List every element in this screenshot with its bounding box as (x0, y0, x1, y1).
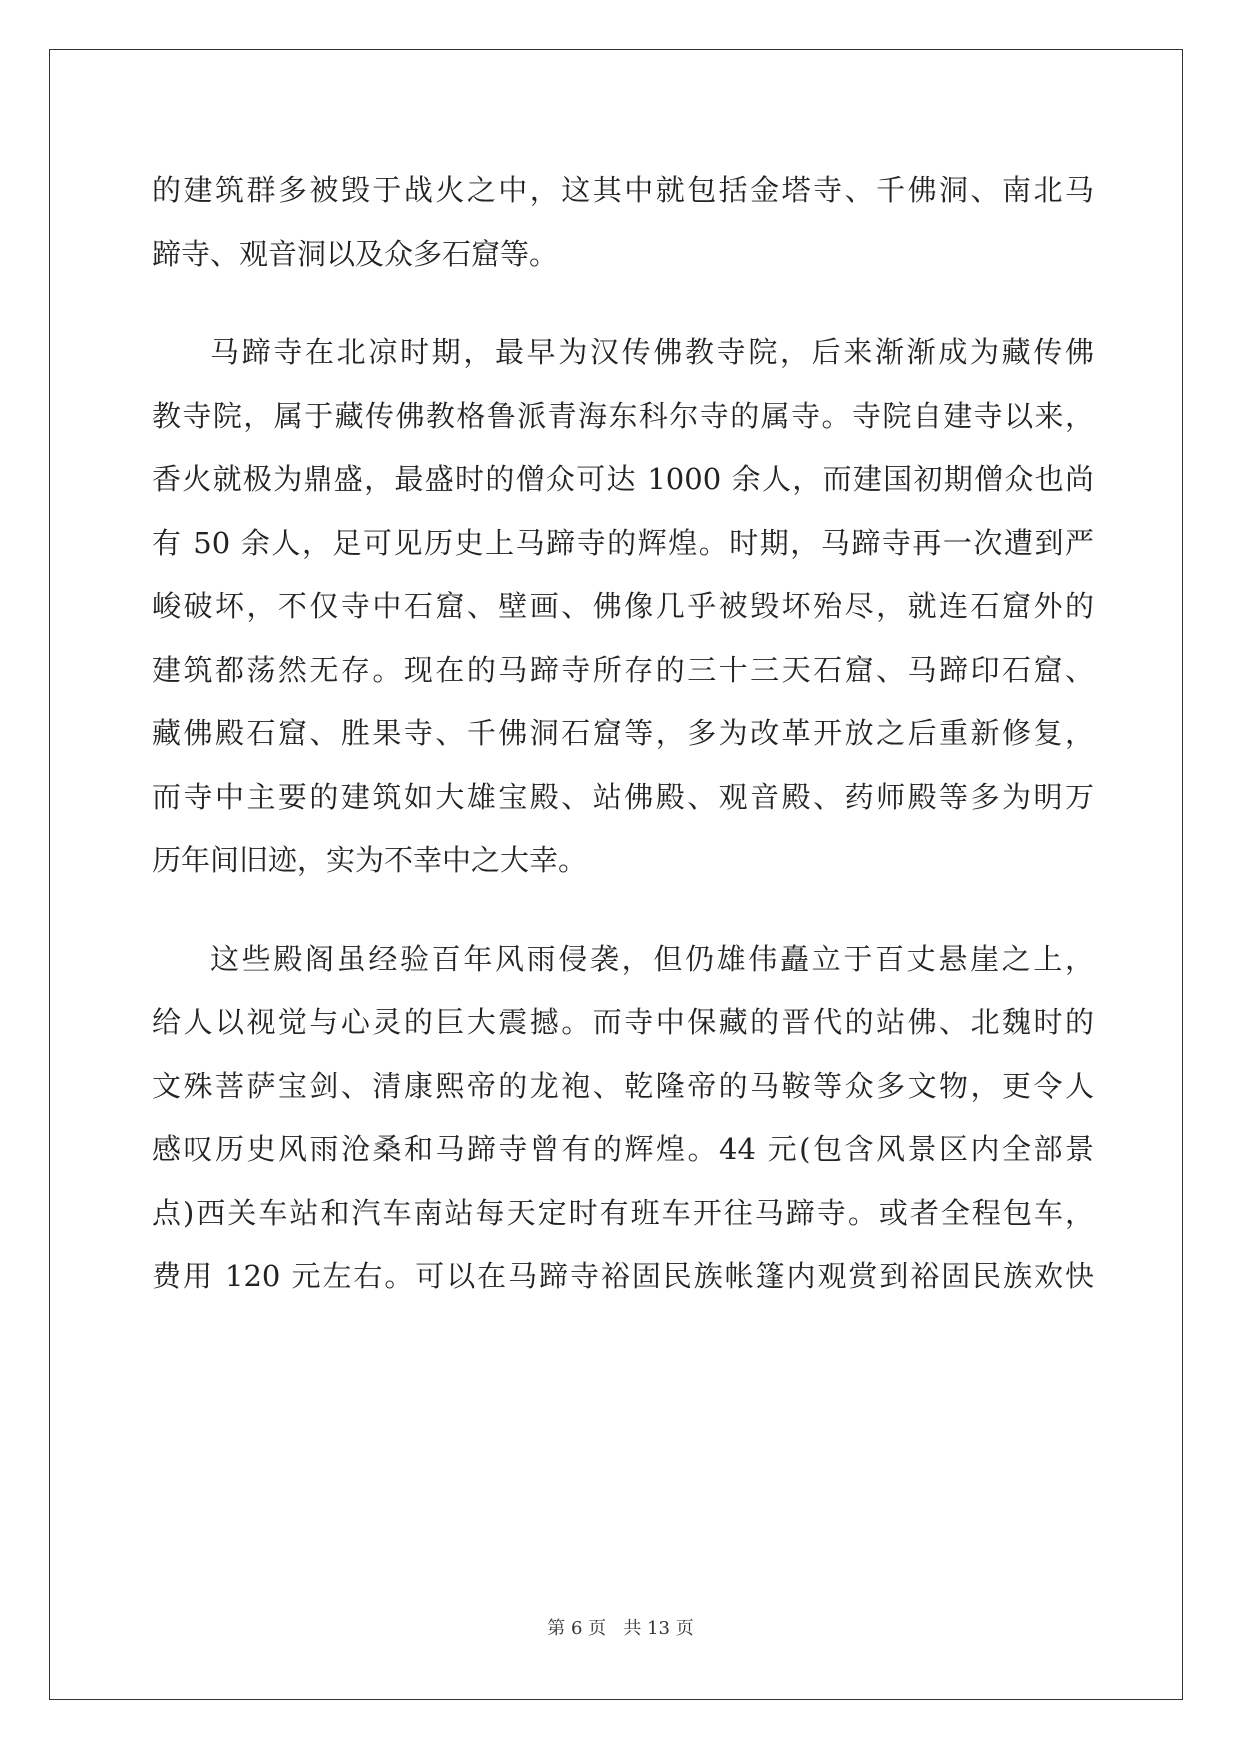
text-line: 的建筑群多被毁于战火之中，这其中就包括金塔寺、千佛洞、南北马 (152, 173, 1094, 207)
page-number: 第 6 页 (547, 1618, 607, 1639)
page-footer (0, 1614, 1241, 1640)
text-line: 给人以视觉与心灵的巨大震撼。而寺中保藏的晋代的站佛、北魏时的 (152, 1005, 1094, 1039)
text-line: 有 50 余人，足可见历史上马蹄寺的辉煌。时期，马蹄寺再一次遭到严 (152, 525, 1094, 560)
text-line: 费用 120 元左右。可以在马蹄寺裕固民族帐篷内观赏到裕固民族欢快 (152, 1259, 1094, 1293)
text-line: 感叹历史风雨沧桑和马蹄寺曾有的辉煌。44 元(包含风景区内全部景 (152, 1132, 1094, 1166)
text-line: 文殊菩萨宝剑、清康熙帝的龙袍、乾隆帝的马鞍等众多文物，更令人 (152, 1068, 1094, 1103)
text-line: 蹄寺、观音洞以及众多石窟等。 (152, 236, 559, 271)
document-body (152, 159, 1094, 1309)
page-total: 共 13 页 (623, 1618, 694, 1639)
text-line: 香火就极为鼎盛，最盛时的僧众可达 1000 余人，而建国初期僧众也尚 (152, 462, 1094, 496)
text-line: 峻破坏，不仅寺中石窟、壁画、佛像几乎被毁坏殆尽，就连石窟外的 (152, 589, 1094, 623)
text-line: 历年间旧迹，实为不幸中之大幸。 (152, 843, 588, 877)
text-line: 教寺院，属于藏传佛教格鲁派青海东科尔寺的属寺。寺院自建寺以来， (152, 398, 1094, 433)
text-line: 点)西关车站和汽车南站每天定时有班车开往马蹄寺。或者全程包车， (152, 1195, 1094, 1230)
text-line: 建筑都荡然无存。现在的马蹄寺所存的三十三天石窟、马蹄印石窟、 (152, 652, 1094, 687)
text-line: 马蹄寺在北凉时期，最早为汉传佛教寺院，后来渐渐成为藏传佛 (210, 335, 1094, 369)
text-line: 藏佛殿石窟、胜果寺、千佛洞石窟等，多为改革开放之后重新修复， (152, 716, 1094, 750)
text-line: 这些殿阁虽经验百年风雨侵袭，但仍雄伟矗立于百丈悬崖之上， (210, 941, 1094, 976)
text-line: 而寺中主要的建筑如大雄宝殿、站佛殿、观音殿、药师殿等多为明万 (152, 779, 1094, 814)
